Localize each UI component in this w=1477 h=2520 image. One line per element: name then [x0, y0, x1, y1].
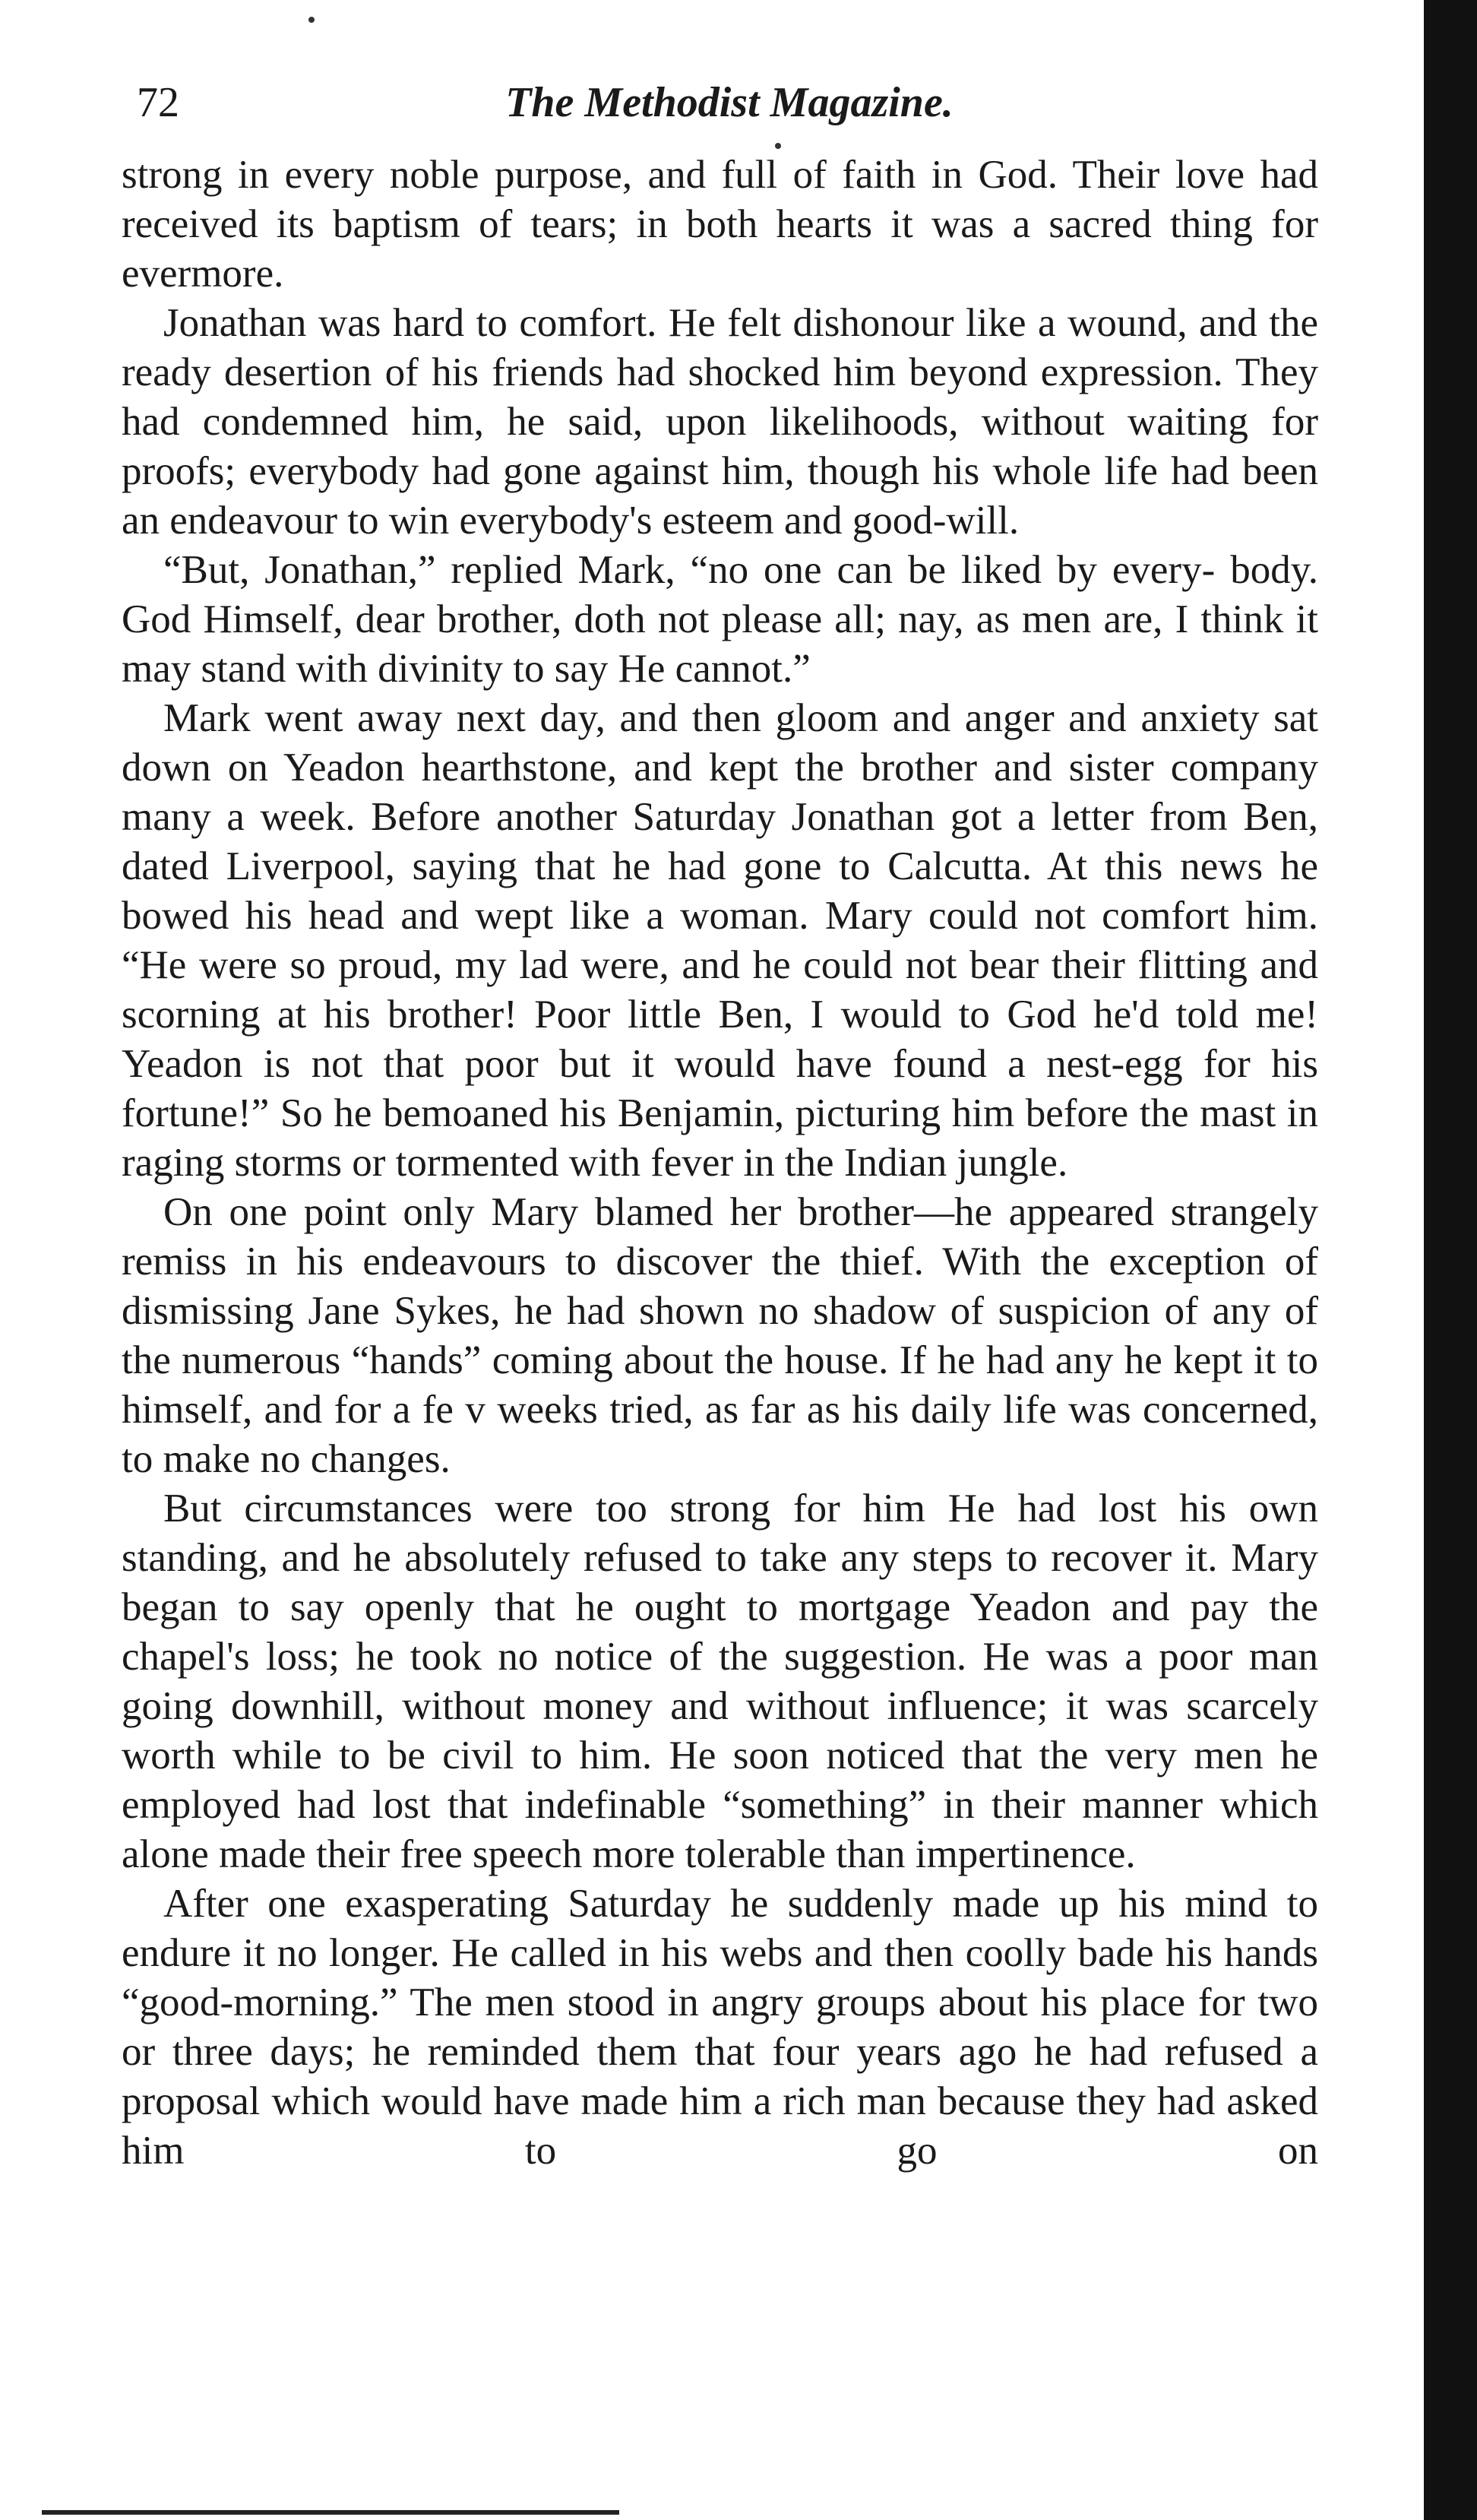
paragraph-7 — [122, 1879, 1318, 2176]
text-line: that indefinable “something” in their manner which alone made — [122, 1783, 1318, 1876]
text-line: Jonathan was hard to comfort. He felt dishonour like a wound, — [163, 301, 1200, 345]
text-line: and the ready desertion of his friends had shocked him beyond — [122, 301, 1318, 394]
body-text — [122, 150, 1318, 2176]
text-line: expression. They had condemned him, he said, upon likelihoods, — [122, 350, 1318, 444]
text-line: recover it. Mary began to say openly that he ought to mortgage — [122, 1536, 1318, 1629]
text-line: esteem and good-will. — [662, 499, 1020, 543]
text-line: his brother! Poor little Ben, I would to God he'd told me! — [323, 992, 1318, 1037]
text-line: strong in every noble purpose, and full of faith in God. Their — [122, 153, 1175, 197]
text-line: men are, I think it may stand with divinity to say He cannot.” — [122, 597, 1319, 691]
text-line: Yeadon and pay the chapel's loss; he took no notice of the — [122, 1585, 1318, 1679]
text-line: own standing, and he absolutely refused to take any steps to — [122, 1486, 1318, 1580]
text-line: my lad were, and he could not bear their flitting and scorning at — [122, 943, 1318, 1037]
text-line: him. He soon noticed that the very men he employed had lost — [122, 1733, 1318, 1827]
paragraph-5 — [122, 1188, 1318, 1484]
text-line: and sister company many a week. Before another Saturday — [122, 746, 1319, 839]
page-number: 72 — [137, 79, 179, 126]
text-line: Indian jungle. — [843, 1141, 1068, 1185]
text-line: that four years ago he had refused a proposal which would have — [122, 2030, 1318, 2123]
paragraph-4 — [122, 694, 1318, 1188]
text-line: without waiting for proofs; everybody had gone against him, — [122, 400, 1318, 493]
text-line: made him a rich man because they had asked him to go on — [122, 2079, 1318, 2173]
text-line: anxiety sat down on Yeadon hearthstone, and kept the brother — [122, 696, 1319, 790]
text-line: had gone to Calcutta. At this news he bowed his head and wept — [122, 844, 1318, 938]
text-line: sacred thing for evermore. — [122, 202, 1318, 296]
text-line: and without influence; it was scarcely worth while to be civil to — [122, 1684, 1319, 1778]
paragraph-2 — [122, 299, 1318, 546]
page-header — [122, 72, 1337, 133]
text-line: strangely remiss in his endeavours to discover the thief. With — [122, 1190, 1318, 1284]
text-line: of suspicion of any of the numerous “hands” coming about the — [122, 1289, 1318, 1382]
text-line: Yeadon is not that poor but it would have found a nest-egg for — [122, 1042, 1272, 1086]
text-line: But circumstances were too strong for him He had lost his — [163, 1486, 1249, 1531]
text-line: house. If he had any he kept it to himself, and for a fe v weeks — [122, 1338, 1319, 1432]
text-line: the exception of dismissing Jane Sykes, he had shown no shadow — [122, 1239, 1319, 1333]
text-line: like a woman. Mary could not comfort him. “He were so proud, — [122, 894, 1318, 987]
paragraph-6 — [122, 1484, 1318, 1879]
text-line: his fortune!” So he bemoaned his Benjamin, picturing him — [122, 1042, 1318, 1135]
text-line: coolly bade his hands “good-morning.” The men stood in angry — [122, 1931, 1318, 2025]
scan-speck — [308, 17, 315, 23]
scan-edge-bar — [1424, 0, 1477, 2520]
scan-speck — [775, 143, 781, 149]
text-line: suggestion. He was a poor man going downhill, without money — [122, 1635, 1318, 1728]
text-line: mind to endure it no longer. He called in his webs and then — [122, 1882, 1318, 1975]
text-line: After one exasperating Saturday he suddenly made up his — [163, 1882, 1185, 1926]
text-line: “But, Jonathan,” replied Mark, “no one can be liked by every- — [163, 548, 1216, 592]
text-line: Jonathan got a letter from Ben, dated Liverpool, saying that he — [122, 795, 1319, 888]
text-line: groups about his place for two or three days; he reminded them — [122, 1980, 1318, 2074]
text-line: their free speech more tolerable than impertinence. — [316, 1832, 1136, 1876]
text-line: tried, as far as his daily life was concerned, to make no changes. — [122, 1388, 1318, 1481]
text-line: before the mast in raging storms or tormented with fever in the — [122, 1091, 1318, 1185]
text-line: love had received its baptism of tears; in both hearts it was a — [122, 153, 1318, 246]
bottom-rule — [42, 2510, 619, 2515]
text-line: though his whole life had been an endeavour to win everybody's — [122, 449, 1319, 543]
text-line: body. God Himself, dear brother, doth not please all; nay, as — [122, 548, 1318, 641]
text-line: On one point only Mary blamed her brother—he appeared — [163, 1190, 1171, 1234]
text-line: Mark went away next day, and then gloom and anger and — [163, 696, 1141, 740]
paragraph-3 — [122, 546, 1318, 694]
paragraph-1 — [122, 150, 1318, 299]
running-title: The Methodist Magazine. — [505, 79, 954, 126]
